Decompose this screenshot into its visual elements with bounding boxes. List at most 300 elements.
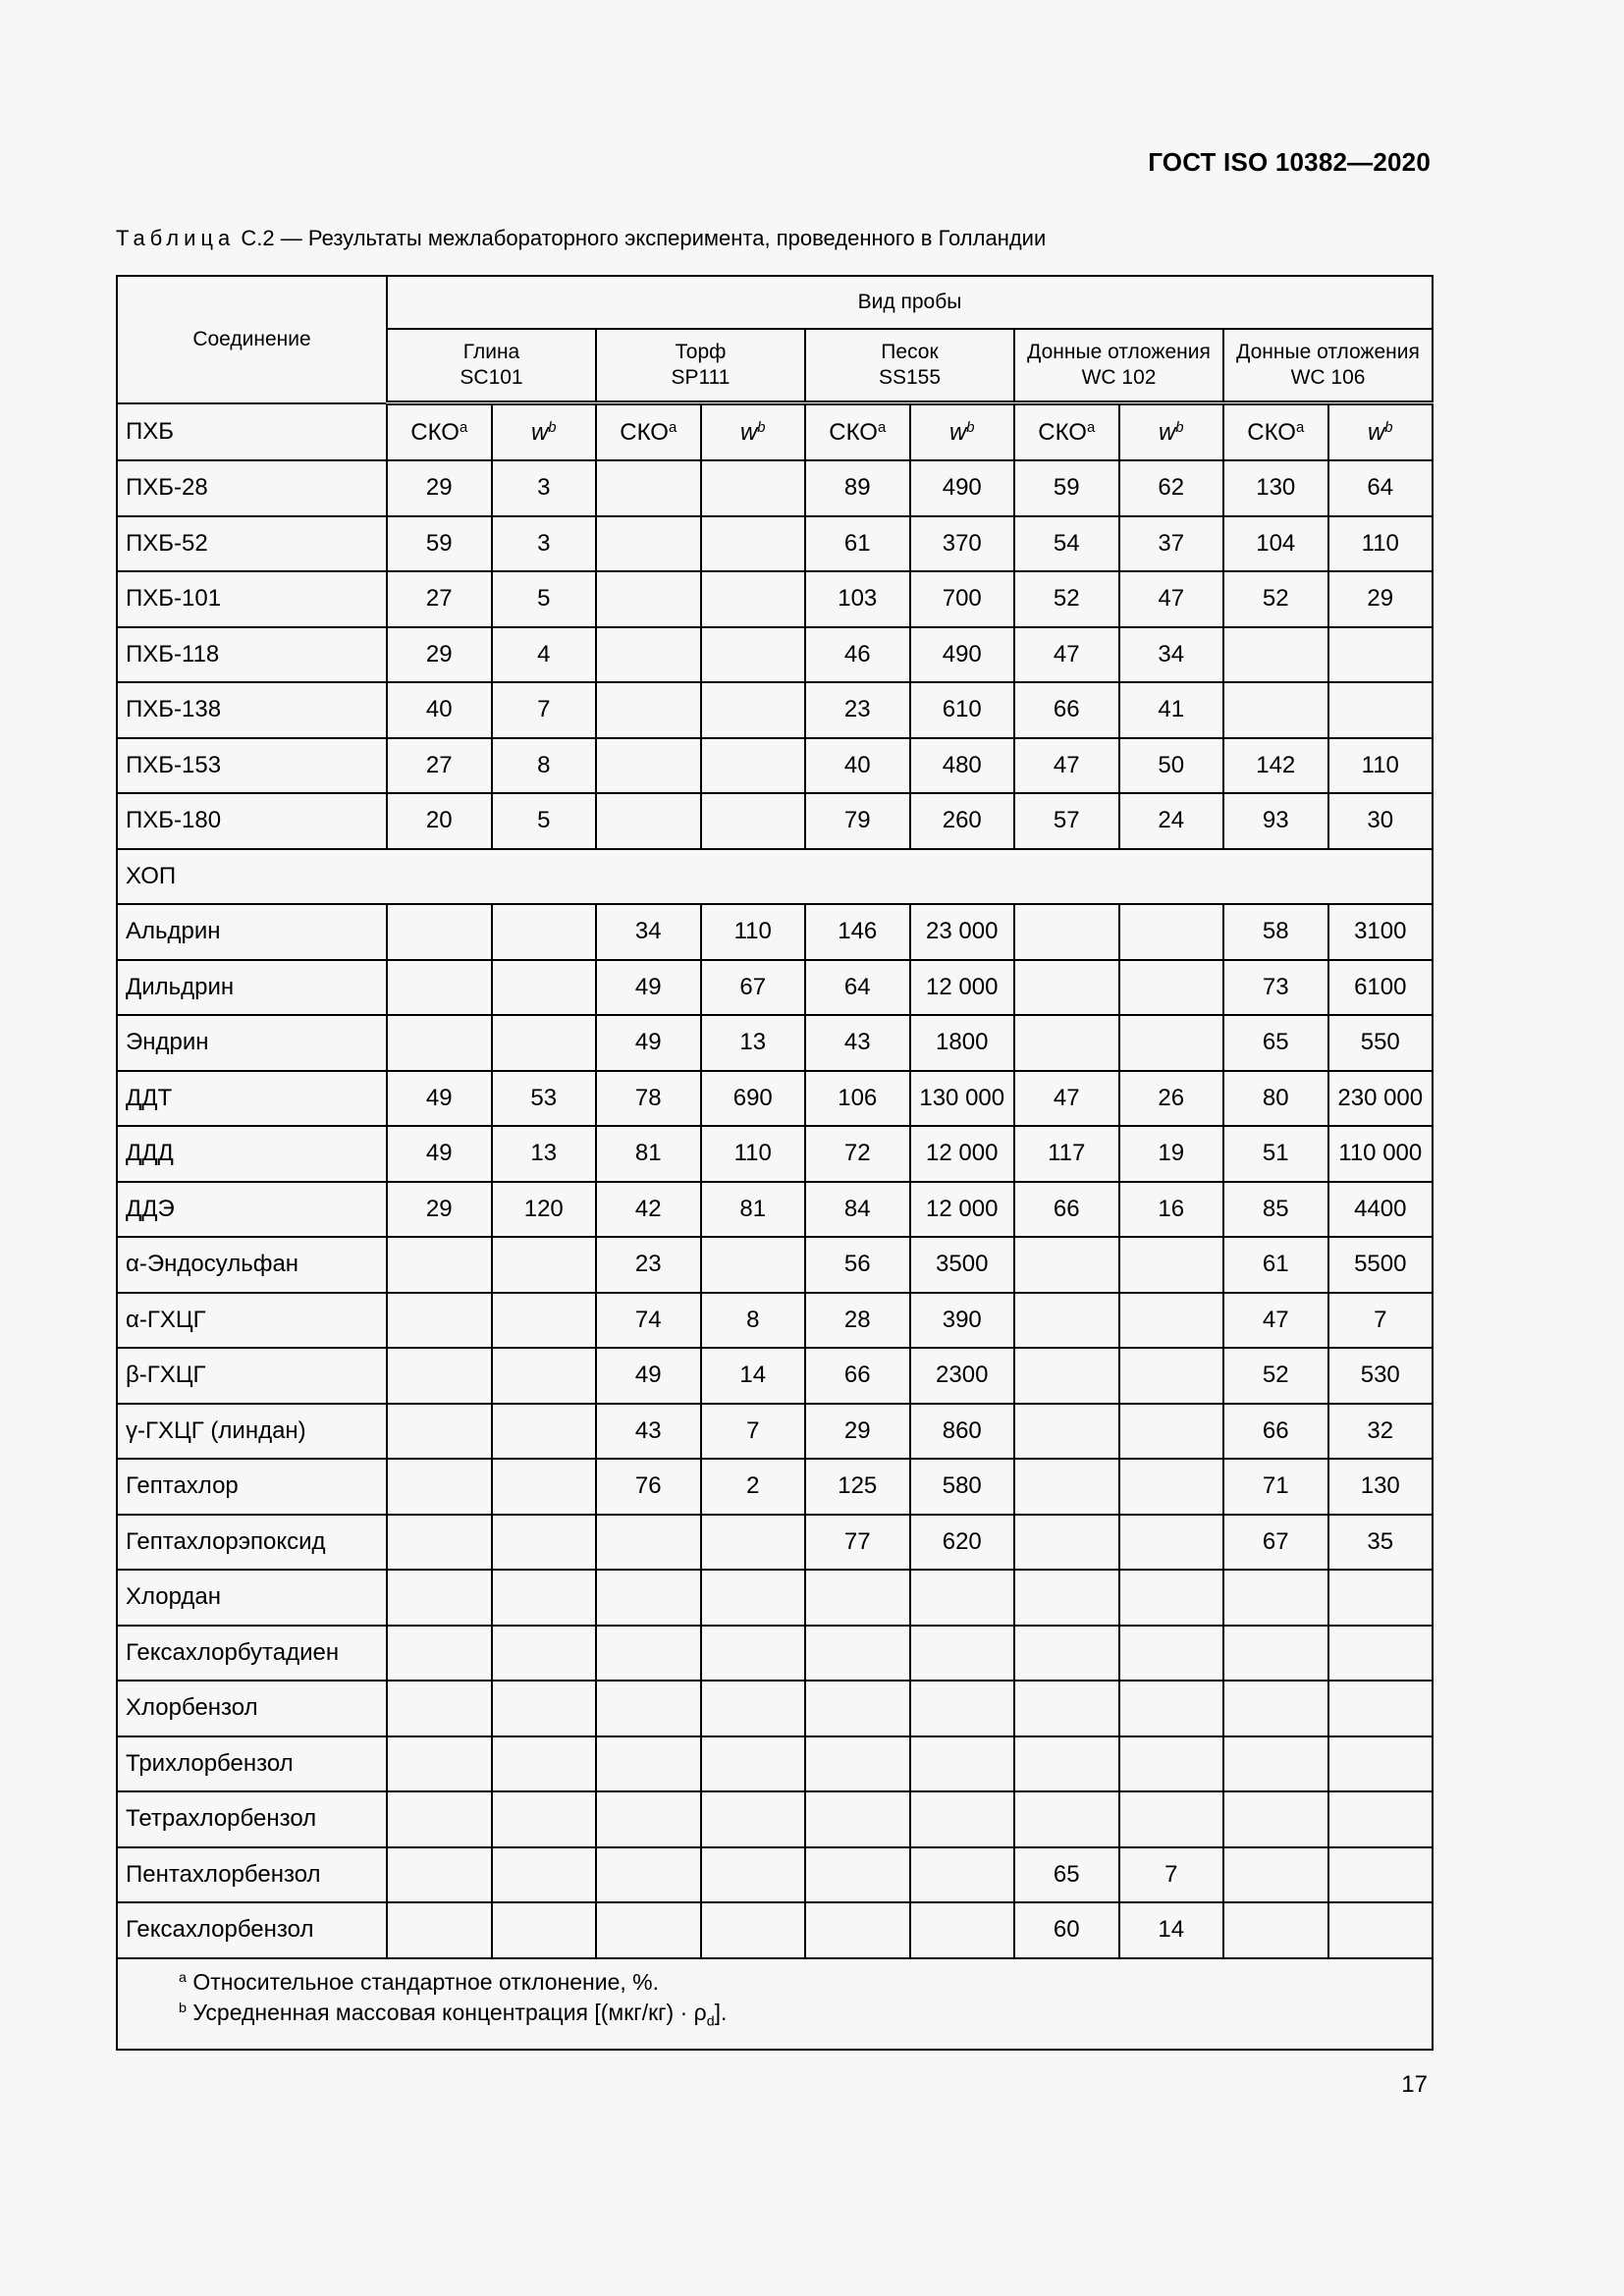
footnote-b-mark: b bbox=[179, 2000, 187, 2016]
sko-value-cell bbox=[1223, 682, 1328, 738]
sko-value-cell bbox=[596, 1681, 701, 1736]
sko-value-cell: 125 bbox=[805, 1459, 910, 1515]
sko-value-cell: 29 bbox=[387, 627, 492, 683]
w-value-cell bbox=[1328, 1681, 1434, 1736]
w-value-cell bbox=[1119, 960, 1224, 1016]
w-value-cell bbox=[701, 1626, 806, 1682]
sko-value-cell bbox=[596, 682, 701, 738]
sko-column-label bbox=[805, 403, 910, 461]
sko-value-cell bbox=[805, 1736, 910, 1792]
compound-name: Гептахлорэпоксид bbox=[117, 1515, 387, 1571]
sko-value-cell: 103 bbox=[805, 571, 910, 627]
table-row bbox=[117, 1515, 1433, 1571]
sko-value-cell: 49 bbox=[596, 960, 701, 1016]
w-value-cell bbox=[1328, 1570, 1434, 1626]
w-value-cell: 30 bbox=[1328, 793, 1434, 849]
sko-value-cell: 49 bbox=[596, 1015, 701, 1071]
compound-name: ДДТ bbox=[117, 1071, 387, 1127]
w-value-cell bbox=[701, 460, 806, 516]
footnote-mark-a: a bbox=[877, 419, 887, 436]
sko-value-cell bbox=[596, 1791, 701, 1847]
compound-name: α-Эндосульфан bbox=[117, 1237, 387, 1293]
w-value-cell: 580 bbox=[910, 1459, 1015, 1515]
w-value-cell bbox=[1328, 1736, 1434, 1792]
w-value-cell bbox=[492, 1736, 597, 1792]
table-caption bbox=[116, 226, 1046, 251]
w-value-cell: 120 bbox=[492, 1182, 597, 1238]
sko-value-cell bbox=[1014, 1515, 1119, 1571]
sko-value-cell bbox=[596, 627, 701, 683]
compound-name: β-ГХЦГ bbox=[117, 1348, 387, 1404]
table-row bbox=[117, 738, 1433, 794]
sko-value-cell: 23 bbox=[596, 1237, 701, 1293]
sko-value-cell bbox=[596, 1902, 701, 1958]
w-value-cell: 26 bbox=[1119, 1071, 1224, 1127]
sko-value-cell: 60 bbox=[1014, 1902, 1119, 1958]
sko-value-cell: 142 bbox=[1223, 738, 1328, 794]
w-value-cell: 50 bbox=[1119, 738, 1224, 794]
w-value-cell bbox=[492, 960, 597, 1016]
w-value-cell bbox=[492, 1404, 597, 1460]
w-value-cell: 7 bbox=[701, 1404, 806, 1460]
table-row bbox=[117, 1293, 1433, 1349]
footnote-mark-a: a bbox=[1086, 419, 1096, 436]
w-value-cell bbox=[1328, 627, 1434, 683]
sko-value-cell: 61 bbox=[805, 516, 910, 572]
sko-value-cell: 43 bbox=[596, 1404, 701, 1460]
footnote-mark-a: a bbox=[668, 419, 677, 436]
sko-value-cell: 65 bbox=[1223, 1015, 1328, 1071]
table-row bbox=[117, 793, 1433, 849]
w-value-cell bbox=[1119, 1404, 1224, 1460]
document-number: ГОСТ ISO 10382—2020 bbox=[1148, 147, 1431, 177]
sko-value-cell: 81 bbox=[596, 1126, 701, 1182]
sko-value-cell bbox=[387, 1459, 492, 1515]
w-value-cell: 19 bbox=[1119, 1126, 1224, 1182]
w-value-cell: 2 bbox=[701, 1459, 806, 1515]
table-row bbox=[117, 1791, 1433, 1847]
w-column-label bbox=[1328, 403, 1434, 461]
table-row bbox=[117, 1237, 1433, 1293]
w-value-cell: 3100 bbox=[1328, 904, 1434, 960]
sko-value-cell: 49 bbox=[387, 1126, 492, 1182]
sko-label: СКО bbox=[829, 418, 878, 446]
w-value-cell: 110 000 bbox=[1328, 1126, 1434, 1182]
w-value-cell bbox=[492, 904, 597, 960]
page-number: 17 bbox=[1401, 2071, 1428, 2098]
w-value-cell: 13 bbox=[492, 1126, 597, 1182]
sko-value-cell: 29 bbox=[387, 460, 492, 516]
sko-value-cell: 20 bbox=[387, 793, 492, 849]
sko-column-label bbox=[1223, 403, 1328, 461]
w-value-cell: 12 000 bbox=[910, 960, 1015, 1016]
compound-name: Пентахлорбензол bbox=[117, 1847, 387, 1903]
compound-name: ПХБ-180 bbox=[117, 793, 387, 849]
sko-value-cell: 47 bbox=[1014, 1071, 1119, 1127]
sko-value-cell bbox=[387, 1404, 492, 1460]
sko-value-cell: 52 bbox=[1223, 571, 1328, 627]
w-value-cell bbox=[701, 1515, 806, 1571]
sample-header bbox=[596, 329, 805, 403]
compound-name: ПХБ-118 bbox=[117, 627, 387, 683]
w-value-cell: 5 bbox=[492, 571, 597, 627]
footnote-b-suffix: ]. bbox=[714, 1999, 728, 2025]
table-row bbox=[117, 627, 1433, 683]
w-value-cell: 370 bbox=[910, 516, 1015, 572]
compound-name: ПХБ-28 bbox=[117, 460, 387, 516]
w-value-cell: 37 bbox=[1119, 516, 1224, 572]
sko-value-cell bbox=[1014, 1237, 1119, 1293]
w-value-cell: 2300 bbox=[910, 1348, 1015, 1404]
table-row bbox=[117, 849, 1433, 905]
compound-name: ПХБ-101 bbox=[117, 571, 387, 627]
w-value-cell bbox=[492, 1902, 597, 1958]
sko-value-cell: 29 bbox=[805, 1404, 910, 1460]
sample-name: Глина bbox=[462, 341, 520, 363]
sko-value-cell bbox=[805, 1681, 910, 1736]
sko-value-cell: 29 bbox=[387, 1182, 492, 1238]
compound-name: Хлордан bbox=[117, 1570, 387, 1626]
sko-value-cell: 27 bbox=[387, 738, 492, 794]
table-row bbox=[117, 1015, 1433, 1071]
sko-value-cell bbox=[1223, 1847, 1328, 1903]
w-value-cell: 490 bbox=[910, 460, 1015, 516]
sko-value-cell bbox=[596, 1626, 701, 1682]
sko-value-cell bbox=[596, 793, 701, 849]
w-value-cell bbox=[701, 1681, 806, 1736]
sko-value-cell: 66 bbox=[1014, 1182, 1119, 1238]
sko-value-cell bbox=[1223, 1681, 1328, 1736]
table-row bbox=[117, 1570, 1433, 1626]
w-value-cell: 14 bbox=[1119, 1902, 1224, 1958]
w-value-cell: 860 bbox=[910, 1404, 1015, 1460]
sample-type-header: Вид пробы bbox=[387, 276, 1433, 329]
sko-value-cell bbox=[1014, 1348, 1119, 1404]
sko-value-cell: 54 bbox=[1014, 516, 1119, 572]
sko-value-cell bbox=[1014, 1791, 1119, 1847]
sko-value-cell bbox=[805, 1902, 910, 1958]
w-value-cell bbox=[910, 1681, 1015, 1736]
sko-value-cell bbox=[387, 1515, 492, 1571]
w-label: w bbox=[1158, 418, 1176, 446]
sko-value-cell bbox=[1014, 1459, 1119, 1515]
w-value-cell bbox=[910, 1902, 1015, 1958]
w-value-cell bbox=[701, 1791, 806, 1847]
w-value-cell: 4 bbox=[492, 627, 597, 683]
sko-value-cell: 66 bbox=[1223, 1404, 1328, 1460]
sko-value-cell bbox=[596, 1736, 701, 1792]
sko-value-cell: 73 bbox=[1223, 960, 1328, 1016]
results-table bbox=[116, 275, 1434, 2051]
w-value-cell bbox=[910, 1736, 1015, 1792]
w-column-label bbox=[492, 403, 597, 461]
w-value-cell: 6100 bbox=[1328, 960, 1434, 1016]
w-column-label bbox=[1119, 403, 1224, 461]
w-value-cell: 110 bbox=[1328, 516, 1434, 572]
w-value-cell bbox=[492, 1237, 597, 1293]
w-label: w bbox=[530, 418, 549, 446]
w-value-cell bbox=[701, 1902, 806, 1958]
w-value-cell: 110 bbox=[701, 1126, 806, 1182]
sko-value-cell bbox=[1014, 1293, 1119, 1349]
sko-value-cell bbox=[596, 571, 701, 627]
w-value-cell: 3 bbox=[492, 516, 597, 572]
compound-name: Эндрин bbox=[117, 1015, 387, 1071]
w-value-cell: 81 bbox=[701, 1182, 806, 1238]
sko-value-cell bbox=[805, 1791, 910, 1847]
w-value-cell: 1800 bbox=[910, 1015, 1015, 1071]
footnote-mark-b: b bbox=[1384, 419, 1393, 436]
sko-value-cell: 117 bbox=[1014, 1126, 1119, 1182]
w-value-cell bbox=[701, 1237, 806, 1293]
sko-value-cell: 40 bbox=[805, 738, 910, 794]
sko-value-cell: 49 bbox=[387, 1071, 492, 1127]
sko-value-cell: 77 bbox=[805, 1515, 910, 1571]
w-value-cell: 12 000 bbox=[910, 1126, 1015, 1182]
sko-value-cell: 59 bbox=[1014, 460, 1119, 516]
sko-value-cell: 56 bbox=[805, 1237, 910, 1293]
footnote-mark-b: b bbox=[757, 419, 766, 436]
w-value-cell bbox=[1328, 1902, 1434, 1958]
w-value-cell bbox=[492, 1015, 597, 1071]
w-value-cell: 480 bbox=[910, 738, 1015, 794]
compound-name: Гексахлорбензол bbox=[117, 1902, 387, 1958]
w-value-cell bbox=[910, 1847, 1015, 1903]
table-row bbox=[117, 1736, 1433, 1792]
compound-name: ПХБ-138 bbox=[117, 682, 387, 738]
sko-value-cell bbox=[1223, 1902, 1328, 1958]
w-value-cell: 230 000 bbox=[1328, 1071, 1434, 1127]
sko-value-cell bbox=[596, 460, 701, 516]
w-value-cell: 620 bbox=[910, 1515, 1015, 1571]
w-column-label bbox=[910, 403, 1015, 461]
sko-value-cell: 71 bbox=[1223, 1459, 1328, 1515]
sko-value-cell: 78 bbox=[596, 1071, 701, 1127]
compound-name: ПХБ-153 bbox=[117, 738, 387, 794]
footnote-a bbox=[179, 1967, 1432, 1998]
sko-value-cell bbox=[596, 1570, 701, 1626]
table-row bbox=[117, 1404, 1433, 1460]
footnote-b-subscript: d bbox=[706, 2013, 715, 2030]
sko-value-cell: 57 bbox=[1014, 793, 1119, 849]
sko-value-cell bbox=[596, 1847, 701, 1903]
compound-name: Хлорбензол bbox=[117, 1681, 387, 1736]
compound-name: Гептахлор bbox=[117, 1459, 387, 1515]
sko-value-cell bbox=[387, 1015, 492, 1071]
w-value-cell: 550 bbox=[1328, 1015, 1434, 1071]
w-value-cell: 130 bbox=[1328, 1459, 1434, 1515]
sko-value-cell bbox=[1014, 904, 1119, 960]
sko-value-cell: 42 bbox=[596, 1182, 701, 1238]
caption-text: — Результаты межлабораторного эксперимента, проведенного в Голландии bbox=[280, 226, 1047, 250]
sko-value-cell: 93 bbox=[1223, 793, 1328, 849]
sko-value-cell bbox=[1223, 1626, 1328, 1682]
w-value-cell bbox=[701, 1847, 806, 1903]
sko-value-cell bbox=[387, 1237, 492, 1293]
footnote-b bbox=[179, 1998, 1432, 2038]
compound-name: Гексахлорбутадиен bbox=[117, 1626, 387, 1682]
sko-value-cell: 47 bbox=[1223, 1293, 1328, 1349]
sko-value-cell: 104 bbox=[1223, 516, 1328, 572]
sko-value-cell: 85 bbox=[1223, 1182, 1328, 1238]
w-value-cell bbox=[492, 1681, 597, 1736]
w-value-cell bbox=[1119, 1681, 1224, 1736]
sko-value-cell bbox=[596, 1515, 701, 1571]
w-value-cell bbox=[492, 1348, 597, 1404]
w-value-cell bbox=[701, 1736, 806, 1792]
w-label: w bbox=[1367, 418, 1385, 446]
w-value-cell bbox=[1119, 1459, 1224, 1515]
sko-column-label bbox=[387, 403, 492, 461]
sko-value-cell bbox=[805, 1626, 910, 1682]
sko-column-label bbox=[1014, 403, 1119, 461]
sko-value-cell: 64 bbox=[805, 960, 910, 1016]
table-row bbox=[117, 1847, 1433, 1903]
w-value-cell bbox=[1328, 1626, 1434, 1682]
table-row bbox=[117, 1182, 1433, 1238]
sko-value-cell: 43 bbox=[805, 1015, 910, 1071]
sko-value-cell: 76 bbox=[596, 1459, 701, 1515]
sko-value-cell bbox=[387, 1348, 492, 1404]
sko-value-cell bbox=[1014, 960, 1119, 1016]
sko-value-cell bbox=[387, 1902, 492, 1958]
footnotes bbox=[117, 1958, 1433, 2051]
footnote-mark-b: b bbox=[966, 419, 975, 436]
sko-value-cell: 47 bbox=[1014, 738, 1119, 794]
compound-name: α-ГХЦГ bbox=[117, 1293, 387, 1349]
sko-value-cell bbox=[596, 738, 701, 794]
w-value-cell: 110 bbox=[1328, 738, 1434, 794]
sko-value-cell bbox=[1014, 1404, 1119, 1460]
group-label-pcb: ПХБ bbox=[117, 403, 387, 461]
sko-value-cell bbox=[387, 1736, 492, 1792]
sko-value-cell: 79 bbox=[805, 793, 910, 849]
sko-value-cell bbox=[596, 516, 701, 572]
w-value-cell bbox=[910, 1570, 1015, 1626]
sko-column-label bbox=[596, 403, 701, 461]
sko-value-cell bbox=[1223, 1791, 1328, 1847]
table-row bbox=[117, 1902, 1433, 1958]
footnote-mark-b: b bbox=[1175, 419, 1184, 436]
w-value-cell bbox=[492, 1626, 597, 1682]
table-row bbox=[117, 1459, 1433, 1515]
w-value-cell bbox=[701, 738, 806, 794]
w-label: w bbox=[948, 418, 967, 446]
sko-value-cell: 34 bbox=[596, 904, 701, 960]
sko-value-cell: 46 bbox=[805, 627, 910, 683]
w-value-cell bbox=[1328, 1791, 1434, 1847]
sko-value-cell bbox=[387, 1626, 492, 1682]
w-value-cell bbox=[1119, 1348, 1224, 1404]
sko-label: СКО bbox=[410, 418, 460, 446]
group-label-ocp: ХОП bbox=[117, 849, 1433, 905]
sko-value-cell: 74 bbox=[596, 1293, 701, 1349]
w-label: w bbox=[739, 418, 758, 446]
table-row bbox=[117, 904, 1433, 960]
w-value-cell: 260 bbox=[910, 793, 1015, 849]
w-value-cell: 5500 bbox=[1328, 1237, 1434, 1293]
compound-name: ПХБ-52 bbox=[117, 516, 387, 572]
sample-code: SS155 bbox=[878, 366, 942, 389]
table-row bbox=[117, 516, 1433, 572]
w-value-cell bbox=[492, 1791, 597, 1847]
sko-value-cell: 61 bbox=[1223, 1237, 1328, 1293]
sko-value-cell bbox=[1014, 1736, 1119, 1792]
w-value-cell bbox=[1119, 1626, 1224, 1682]
w-value-cell bbox=[492, 1570, 597, 1626]
sko-value-cell: 66 bbox=[805, 1348, 910, 1404]
w-value-cell: 8 bbox=[492, 738, 597, 794]
sample-name: Песок bbox=[881, 341, 939, 363]
table-row bbox=[117, 960, 1433, 1016]
table-row bbox=[117, 1626, 1433, 1682]
sko-value-cell: 52 bbox=[1223, 1348, 1328, 1404]
w-value-cell: 700 bbox=[910, 571, 1015, 627]
w-value-cell: 530 bbox=[1328, 1348, 1434, 1404]
sko-value-cell bbox=[1223, 1736, 1328, 1792]
w-value-cell: 13 bbox=[701, 1015, 806, 1071]
sko-value-cell bbox=[1014, 1681, 1119, 1736]
sko-value-cell bbox=[1223, 627, 1328, 683]
sko-value-cell: 80 bbox=[1223, 1071, 1328, 1127]
footnote-b-text: Усредненная массовая концентрация [(мкг/кг) · ρ bbox=[192, 1999, 707, 2025]
w-value-cell bbox=[492, 1515, 597, 1571]
compound-name: ДДД bbox=[117, 1126, 387, 1182]
sko-value-cell: 47 bbox=[1014, 627, 1119, 683]
w-value-cell: 110 bbox=[701, 904, 806, 960]
w-value-cell bbox=[1119, 1515, 1224, 1571]
sko-value-cell bbox=[1014, 1626, 1119, 1682]
w-value-cell bbox=[1119, 1237, 1224, 1293]
sko-label: СКО bbox=[620, 418, 669, 446]
w-value-cell bbox=[1328, 1847, 1434, 1903]
footnote-mark-b: b bbox=[548, 419, 557, 436]
w-value-cell: 3 bbox=[492, 460, 597, 516]
w-value-cell: 130 000 bbox=[910, 1071, 1015, 1127]
w-value-cell: 390 bbox=[910, 1293, 1015, 1349]
sko-value-cell bbox=[387, 1293, 492, 1349]
table-row bbox=[117, 403, 1433, 461]
compound-name: Альдрин bbox=[117, 904, 387, 960]
sko-value-cell bbox=[387, 904, 492, 960]
table-row bbox=[117, 460, 1433, 516]
sample-code: WC 102 bbox=[1081, 366, 1157, 389]
sample-code: WC 106 bbox=[1290, 366, 1366, 389]
w-column-label bbox=[701, 403, 806, 461]
w-value-cell bbox=[1119, 1015, 1224, 1071]
sample-code: SP111 bbox=[671, 366, 731, 389]
sko-value-cell bbox=[1014, 1015, 1119, 1071]
w-value-cell: 53 bbox=[492, 1071, 597, 1127]
w-value-cell bbox=[701, 627, 806, 683]
table-row bbox=[117, 1348, 1433, 1404]
sko-value-cell bbox=[1223, 1570, 1328, 1626]
w-value-cell bbox=[1119, 1293, 1224, 1349]
w-value-cell bbox=[1119, 1570, 1224, 1626]
sko-value-cell: 65 bbox=[1014, 1847, 1119, 1903]
sample-header bbox=[1014, 329, 1223, 403]
w-value-cell: 490 bbox=[910, 627, 1015, 683]
w-value-cell bbox=[492, 1293, 597, 1349]
table-row bbox=[117, 1126, 1433, 1182]
w-value-cell: 12 000 bbox=[910, 1182, 1015, 1238]
sko-value-cell: 23 bbox=[805, 682, 910, 738]
compound-name: Дильдрин bbox=[117, 960, 387, 1016]
sko-value-cell: 27 bbox=[387, 571, 492, 627]
sko-value-cell: 66 bbox=[1014, 682, 1119, 738]
sko-value-cell: 72 bbox=[805, 1126, 910, 1182]
w-value-cell: 16 bbox=[1119, 1182, 1224, 1238]
